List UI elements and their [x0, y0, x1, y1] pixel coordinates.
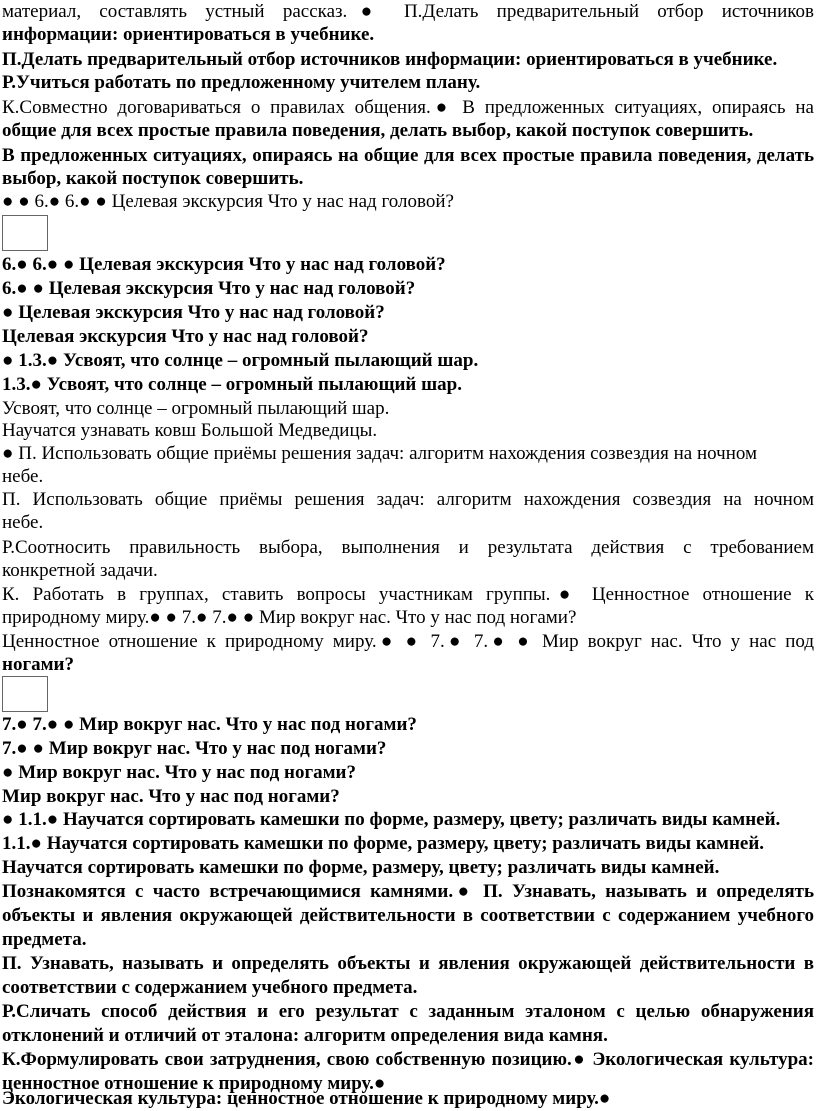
- text-line: Ценностное отношение к природному миру.● ● 7.● 7.● ● Мир вокруг нас. Что у нас под: [2, 631, 814, 652]
- text-line: К.Совместно договариваться о правилах общения.● В предложенных ситуациях, опираясь на: [2, 97, 814, 118]
- text-line: общие для всех простые правила поведения, делать выбор, какой поступок совершить.: [2, 120, 754, 141]
- text-line: ● 1.1.● Научатся сортировать камешки по форме, размеру, цвету; различать виды камней.: [2, 809, 781, 830]
- text-line: Научатся узнавать ковш Большой Медведицы.: [2, 420, 378, 441]
- text-line: ● Целевая экскурсия Что у нас над головой?: [2, 302, 385, 323]
- text-line: природному миру.● ● 7.● 7.● ● Мир вокруг нас. Что у нас под ногами?: [2, 607, 577, 628]
- text-line: информации: ориентироваться в учебнике.: [2, 24, 375, 45]
- text-line: К.Формулировать свои затруднения, свою собственную позицию.● Экологическая культура:: [2, 1049, 814, 1070]
- text-line: Познакомятся с часто встречающимися камнями.● П. Узнавать, называть и определять: [2, 881, 814, 902]
- text-line: предмета.: [2, 929, 87, 950]
- text-line: ● ● 6.● 6.● ● Целевая экскурсия Что у нас над головой?: [2, 191, 454, 212]
- text-line: Р.Соотносить правильность выбора, выполнения и результата действия с требованием: [2, 537, 814, 558]
- empty-table-cell: [2, 676, 48, 712]
- text-line: 1.3.● Усвоят, что солнце – огромный пылающий шар.: [2, 374, 462, 395]
- text-line: небе.: [2, 512, 44, 533]
- text-line: объекты и явления окружающей действительности в соответствии с содержанием учебного: [2, 905, 814, 926]
- text-line: Р.Учиться работать по предложенному учителем плану.: [2, 72, 481, 93]
- text-line: выбор, какой поступок совершить.: [2, 168, 304, 189]
- text-line: отклонений и отличий от эталона: алгоритм определения вида камня.: [2, 1025, 608, 1046]
- text-line: ● Мир вокруг нас. Что у нас под ногами?: [2, 762, 356, 783]
- text-line: 6.● ● Целевая экскурсия Что у нас над головой?: [2, 278, 416, 299]
- text-line: Экологическая культура: ценностное отношение к природному миру.●: [2, 1088, 611, 1109]
- text-line: Научатся сортировать камешки по форме, размеру, цвету; различать виды камней.: [2, 857, 720, 878]
- text-line: 1.1.● Научатся сортировать камешки по форме, размеру, цвету; различать виды камней.: [2, 833, 765, 854]
- text-line: ● 1.3.● Усвоят, что солнце – огромный пылающий шар.: [2, 350, 479, 371]
- text-line: соответствии с содержанием учебного предмета.: [2, 977, 418, 998]
- text-line: П. Узнавать, называть и определять объекты и явления окружающей действительности в: [2, 953, 814, 974]
- text-line: ● П. Использовать общие приёмы решения задач: алгоритм нахождения созвездия на ночном: [2, 443, 758, 464]
- text-line: Мир вокруг нас. Что у нас под ногами?: [2, 786, 340, 807]
- text-line: материал, составлять устный рассказ.● П.Делать предварительный отбор источников: [2, 1, 814, 22]
- text-line: конкретной задачи.: [2, 560, 158, 581]
- text-line: В предложенных ситуациях, опираясь на общие для всех простые правила поведения, делать: [2, 145, 814, 166]
- text-line: П. Использовать общие приёмы решения задач: алгоритм нахождения созвездия на ночном: [2, 489, 814, 510]
- text-line: ногами?: [2, 654, 74, 675]
- text-line: П.Делать предварительный отбор источников информации: ориентироваться в учебнике.: [2, 49, 778, 70]
- empty-table-cell: [2, 215, 48, 251]
- text-line: Целевая экскурсия Что у нас над головой?: [2, 326, 369, 347]
- text-line: 7.● ● Мир вокруг нас. Что у нас под ногами?: [2, 738, 387, 759]
- text-line: К. Работать в группах, ставить вопросы участникам группы.● Ценностное отношение к: [2, 584, 814, 605]
- text-line: небе.: [2, 466, 44, 487]
- text-line: 6.● 6.● ● Целевая экскурсия Что у нас над головой?: [2, 254, 446, 275]
- text-line: ценностное отношение к природному миру.●: [2, 1073, 386, 1094]
- text-line: 7.● 7.● ● Мир вокруг нас. Что у нас под ногами?: [2, 714, 417, 735]
- text-line: Р.Сличать способ действия и его результат с заданным эталоном с целью обнаружения: [2, 1001, 814, 1022]
- text-line: Усвоят, что солнце – огромный пылающий шар.: [2, 398, 390, 419]
